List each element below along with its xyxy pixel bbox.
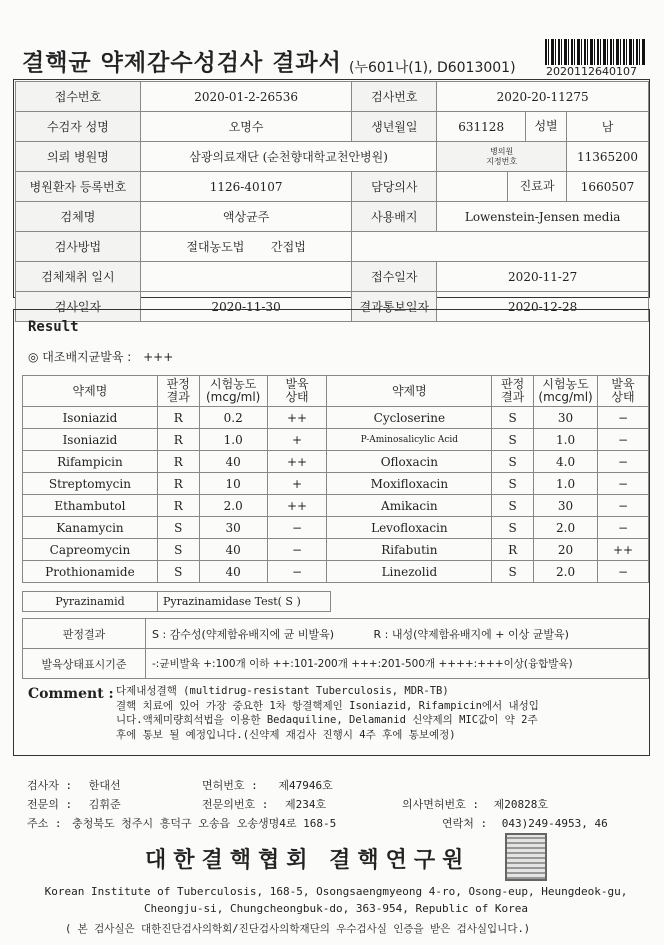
method-label: 검사방법 [16, 232, 141, 262]
pyrazinamid-table [22, 591, 331, 612]
address-label: 주소 : [27, 817, 62, 830]
table-cell: 2.0 [534, 561, 598, 583]
table-row [16, 172, 649, 202]
received-label: 접수일자 [352, 262, 437, 292]
col-header: 발육 상태 [598, 376, 649, 407]
table-cell: − [598, 495, 649, 517]
table-cell: Isoniazid [23, 407, 158, 429]
table-cell: 1.0 [534, 473, 598, 495]
table-cell: ++ [598, 539, 649, 561]
english-address [36, 883, 636, 917]
barcode-icon [545, 39, 645, 65]
table-row [23, 517, 649, 539]
table-row [23, 473, 649, 495]
table-cell: Linezolid [327, 561, 492, 583]
comment-label: Comment : [28, 686, 114, 702]
pyrazinamid-value: Pyrazinamidase Test( S ) [158, 592, 331, 612]
specimen: 액상균주 [140, 202, 351, 232]
report-date-label: 결과통보일자 [352, 292, 437, 322]
hosp-code: 11365200 [567, 142, 649, 172]
table-row [16, 202, 649, 232]
license-value: 제47946호 [278, 779, 333, 792]
comment-text [116, 684, 636, 742]
examiner [27, 777, 121, 793]
dept-value: 1660507 [567, 172, 649, 202]
certification-notice: ( 본 검사실은 대한진단검사의학회/진단검사의학재단의 우수검사실 인증을 받은 검사실입니다.) [65, 923, 531, 935]
contact-value: 043)249-4953, 46 [501, 817, 608, 830]
table-cell: Ofloxacin [327, 451, 492, 473]
table-cell: − [267, 517, 327, 539]
test-no-label: 검사번호 [352, 82, 437, 112]
table-cell: − [598, 517, 649, 539]
control-growth [28, 348, 173, 365]
comment-line: 후에 통보 될 예정입니다.(신약제 재검사 진행시 4주 후에 통보예정) [116, 728, 456, 741]
table-row [23, 649, 649, 679]
sex-label: 성별 [525, 112, 566, 141]
table-row [16, 232, 649, 262]
receipt-no: 2020-01-2-26536 [140, 82, 351, 112]
table-row [23, 407, 649, 429]
organization-name: 대한결핵협회 결핵연구원 [145, 848, 471, 873]
growth-label: 발육상태표시기준 [23, 649, 146, 679]
table-cell: R [157, 451, 199, 473]
judge-text [146, 619, 649, 649]
spec-license [202, 796, 326, 812]
doctor-license [402, 796, 548, 812]
patient-label: 수검자 성명 [16, 112, 141, 142]
table-cell: Kanamycin [23, 517, 158, 539]
growth-text: -:균비발육 +:100개 이하 ++:101-200개 +++:201-500개 ++++:+++이상(융합발육) [146, 649, 649, 679]
hospital-label: 의뢰 병원명 [16, 142, 141, 172]
test-date: 2020-11-30 [140, 292, 351, 322]
table-cell: Streptomycin [23, 473, 158, 495]
examiner-label: 검사자 : [27, 779, 73, 792]
table-cell: Rifabutin [327, 539, 492, 561]
doctor-license-label: 의사면허번호 : [402, 798, 480, 811]
table-cell: − [267, 561, 327, 583]
table-cell: S [492, 407, 534, 429]
table-row [23, 619, 649, 649]
control-growth-label: ◎ 대조배지균발육 : [28, 350, 132, 364]
test-no: 2020-20-11275 [437, 82, 649, 112]
hosp-code-label: 병의원 지정번호 [437, 142, 567, 172]
judge-r: R : 내성(약제함유배지에 + 이상 균발육) [373, 627, 569, 641]
table-row [23, 451, 649, 473]
table-cell: 0.2 [199, 407, 267, 429]
method [140, 232, 351, 262]
table-cell: S [492, 473, 534, 495]
hospital: 삼광의료재단 (순천향대학교천안병원) [140, 142, 436, 172]
control-growth-value: +++ [143, 350, 174, 364]
method-absolute: 절대농도법 [186, 240, 245, 254]
col-header: 판정 결과 [492, 376, 534, 407]
table-cell: S [157, 561, 199, 583]
collect-label: 검체채취 일시 [16, 262, 141, 292]
table-cell: S [492, 451, 534, 473]
table-cell: R [157, 473, 199, 495]
legend-table [22, 618, 649, 679]
table-header-row [23, 376, 649, 407]
medium-label: 사용배지 [352, 202, 437, 232]
table-cell: Ethambutol [23, 495, 158, 517]
table-cell: 1.0 [534, 429, 598, 451]
table-cell: Capreomycin [23, 539, 158, 561]
table-cell: S [492, 429, 534, 451]
table-cell: R [157, 407, 199, 429]
table-row [16, 142, 649, 172]
reg-no: 1126-40107 [140, 172, 351, 202]
table-cell: S [492, 495, 534, 517]
examiner-name: 한대선 [88, 779, 121, 792]
dob [437, 112, 567, 142]
table-row [16, 112, 649, 142]
table-cell: 30 [199, 517, 267, 539]
table-row [23, 495, 649, 517]
table-row [23, 429, 649, 451]
form-code: (누601나(1), D6013001) [349, 60, 516, 76]
table-cell: 2.0 [199, 495, 267, 517]
table-cell: 4.0 [534, 451, 598, 473]
table-cell: + [267, 473, 327, 495]
table-cell: Moxifloxacin [327, 473, 492, 495]
address-value: 충청북도 청주시 흥덕구 오송읍 오송생명4로 168-5 [72, 817, 337, 830]
spec-license-value: 제234호 [285, 798, 327, 811]
specialist [27, 796, 121, 812]
table-cell: − [598, 429, 649, 451]
table-cell: − [598, 407, 649, 429]
empty-cell [352, 232, 649, 262]
judge-label: 판정결과 [23, 619, 146, 649]
table-cell: 40 [199, 539, 267, 561]
table-row [16, 82, 649, 112]
table-cell: Prothionamide [23, 561, 158, 583]
english-address-line: Korean Institute of Tuberculosis, 168-5, Osongsaengmyeong 4-ro, Osong-eup, Heungdeok-gu, [44, 885, 628, 898]
dob-label: 생년월일 [352, 112, 437, 142]
dept [437, 172, 567, 202]
table-row [23, 592, 331, 612]
collect [140, 262, 351, 292]
table-cell: 40 [199, 561, 267, 583]
table-cell: P-Aminosalicylic Acid [327, 429, 492, 451]
table-cell: + [267, 429, 327, 451]
table-row [23, 561, 649, 583]
table-cell: − [267, 539, 327, 561]
table-cell: Isoniazid [23, 429, 158, 451]
table-cell: − [598, 473, 649, 495]
method-indirect: 간접법 [271, 240, 306, 254]
table-cell: 20 [534, 539, 598, 561]
english-address-line: Cheongju-si, Chungcheongbuk-do, 363-954, Republic of Korea [143, 902, 529, 915]
table-cell: 1.0 [199, 429, 267, 451]
official-stamp-icon [505, 833, 547, 881]
table-cell: − [598, 451, 649, 473]
license-label: 면허번호 : [202, 779, 258, 792]
table-cell: S [492, 561, 534, 583]
sex: 남 [567, 112, 649, 142]
table-cell: S [157, 539, 199, 561]
table-cell: 30 [534, 495, 598, 517]
judge-s: S : 감수성(약제함유배지에 균 비발육) [152, 627, 335, 641]
comment-line: 니다.액체미량희석법을 이용한 Bedaquiline, Delamanid 신약제의 MIC값이 약 2주 [116, 714, 538, 726]
col-header: 발육 상태 [267, 376, 327, 407]
address [27, 815, 336, 831]
table-cell: ++ [267, 407, 327, 429]
col-header: 판정 결과 [157, 376, 199, 407]
col-header: 약제명 [327, 376, 492, 407]
table-cell: ++ [267, 451, 327, 473]
drug-table [22, 375, 649, 583]
medium: Lowenstein-Jensen media [437, 202, 649, 232]
comment-line: 다제내성결핵 (multidrug-resistant Tuberculosis, MDR-TB) [116, 685, 449, 697]
table-cell: R [492, 539, 534, 561]
table-cell: R [157, 429, 199, 451]
table-cell: R [157, 495, 199, 517]
table-cell: − [598, 561, 649, 583]
table-cell: Levofloxacin [327, 517, 492, 539]
received: 2020-11-27 [437, 262, 649, 292]
test-date-label: 검사일자 [16, 292, 141, 322]
table-cell: Amikacin [327, 495, 492, 517]
table-cell: S [492, 517, 534, 539]
col-header: 시험농도 (mcg/ml) [534, 376, 598, 407]
contact [442, 815, 608, 831]
drug-table-body [23, 407, 649, 583]
license [202, 777, 333, 793]
result-label: Result [28, 319, 79, 335]
spec-license-label: 전문의번호 : [202, 798, 269, 811]
table-row [23, 539, 649, 561]
document-title: 결핵균 약제감수성검사 결과서 [22, 50, 342, 76]
table-cell: Cycloserine [327, 407, 492, 429]
col-header: 시험농도 (mcg/ml) [199, 376, 267, 407]
doctor-label: 담당의사 [352, 172, 437, 202]
table-cell: ++ [267, 495, 327, 517]
table-cell: Rifampicin [23, 451, 158, 473]
reg-no-label: 병원환자 등록번호 [16, 172, 141, 202]
report-date: 2020-12-28 [437, 292, 649, 322]
specialist-label: 전문의 : [27, 798, 73, 811]
specimen-label: 검체명 [16, 202, 141, 232]
col-header: 약제명 [23, 376, 158, 407]
comment-line: 결핵 치료에 있어 가장 중요한 1차 항결핵제인 Isoniazid, Rifampicin에서 내성입 [116, 699, 539, 712]
receipt-no-label: 접수번호 [16, 82, 141, 112]
specialist-name: 김휘준 [88, 798, 121, 811]
table-cell: S [157, 517, 199, 539]
barcode-number: 2020112640107 [546, 65, 637, 78]
contact-label: 연락처 : [442, 817, 488, 830]
table-cell: 30 [534, 407, 598, 429]
table-cell: 2.0 [534, 517, 598, 539]
doctor-license-value: 제20828호 [493, 798, 549, 811]
pyrazinamid-label: Pyrazinamid [23, 592, 158, 612]
table-cell: 10 [199, 473, 267, 495]
dept-label: 진료과 [507, 172, 566, 201]
table-row [16, 262, 649, 292]
patient-info-table [15, 81, 649, 322]
patient-name: 오명수 [140, 112, 351, 142]
table-cell: 40 [199, 451, 267, 473]
dob-value: 631128 [458, 119, 505, 134]
